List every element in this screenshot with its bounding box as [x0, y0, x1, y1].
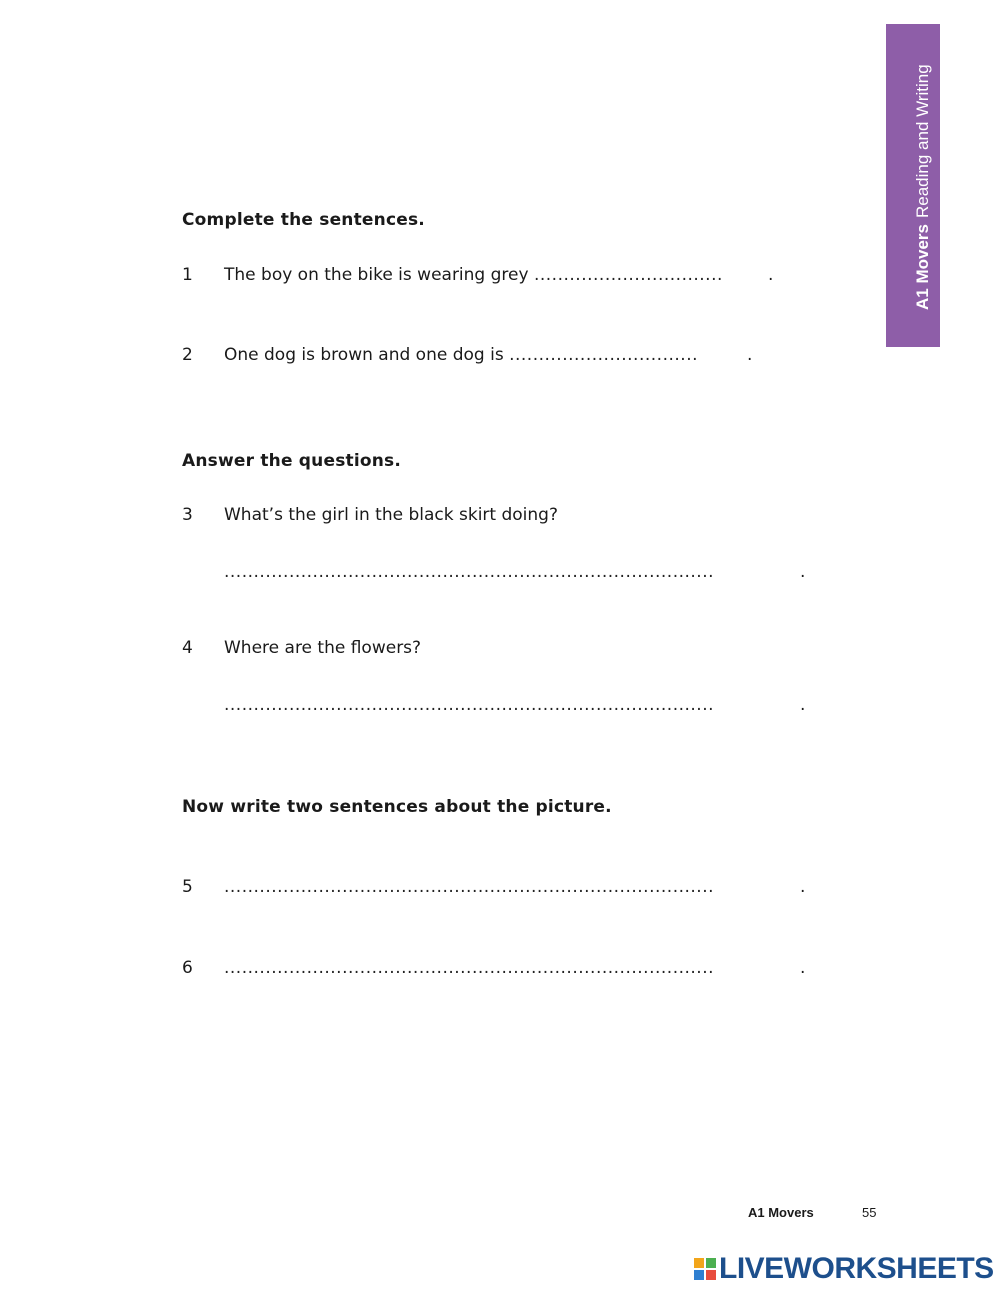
- full-stop: .: [747, 345, 753, 365]
- item-number: 2: [182, 345, 193, 365]
- full-stop: .: [768, 265, 774, 285]
- liveworksheets-icon: [694, 1258, 716, 1280]
- answer-blank-4[interactable]: ...................................................................................: [224, 695, 715, 715]
- item-number: 5: [182, 877, 193, 897]
- item-number: 3: [182, 505, 193, 525]
- liveworksheets-logo[interactable]: [694, 1254, 994, 1284]
- side-tab-level: A1 Movers: [913, 224, 932, 310]
- full-stop: .: [800, 695, 806, 715]
- page-number: 55: [862, 1205, 877, 1220]
- sentence-2: [224, 345, 698, 365]
- brand-name: LIVEWORKSHEETS: [719, 1252, 994, 1285]
- side-tab-section: Reading and Writing: [913, 64, 932, 219]
- sentence-1: [224, 265, 723, 285]
- logo-square-icon: [706, 1258, 716, 1268]
- sentence-1-text: The boy on the bike is wearing grey: [224, 265, 529, 285]
- logo-square-icon: [694, 1270, 704, 1280]
- item-number: 4: [182, 638, 193, 658]
- answer-blank-1[interactable]: ................................: [533, 265, 723, 285]
- side-tab-label: [913, 64, 933, 310]
- full-stop: .: [800, 877, 806, 897]
- logo-square-icon: [706, 1270, 716, 1280]
- sentence-2-text: One dog is brown and one dog is: [224, 345, 504, 365]
- answer-blank-2[interactable]: ................................: [509, 345, 698, 365]
- section-heading-write: Now write two sentences about the picture.: [182, 797, 612, 817]
- section-heading-answer: Answer the questions.: [182, 451, 402, 471]
- item-number: 6: [182, 958, 193, 978]
- answer-blank-5[interactable]: ...................................................................................: [224, 877, 715, 897]
- footer-title: A1 Movers: [748, 1205, 814, 1220]
- question-4: Where are the flowers?: [224, 638, 422, 658]
- logo-square-icon: [694, 1258, 704, 1268]
- answer-blank-6[interactable]: ...................................................................................: [224, 958, 715, 978]
- answer-blank-3[interactable]: ...................................................................................: [224, 562, 715, 582]
- full-stop: .: [800, 562, 806, 582]
- side-tab: [886, 24, 940, 347]
- question-3: What’s the girl in the black skirt doing?: [224, 505, 558, 525]
- item-number: 1: [182, 265, 193, 285]
- full-stop: .: [800, 958, 806, 978]
- section-heading-complete: Complete the sentences.: [182, 210, 425, 230]
